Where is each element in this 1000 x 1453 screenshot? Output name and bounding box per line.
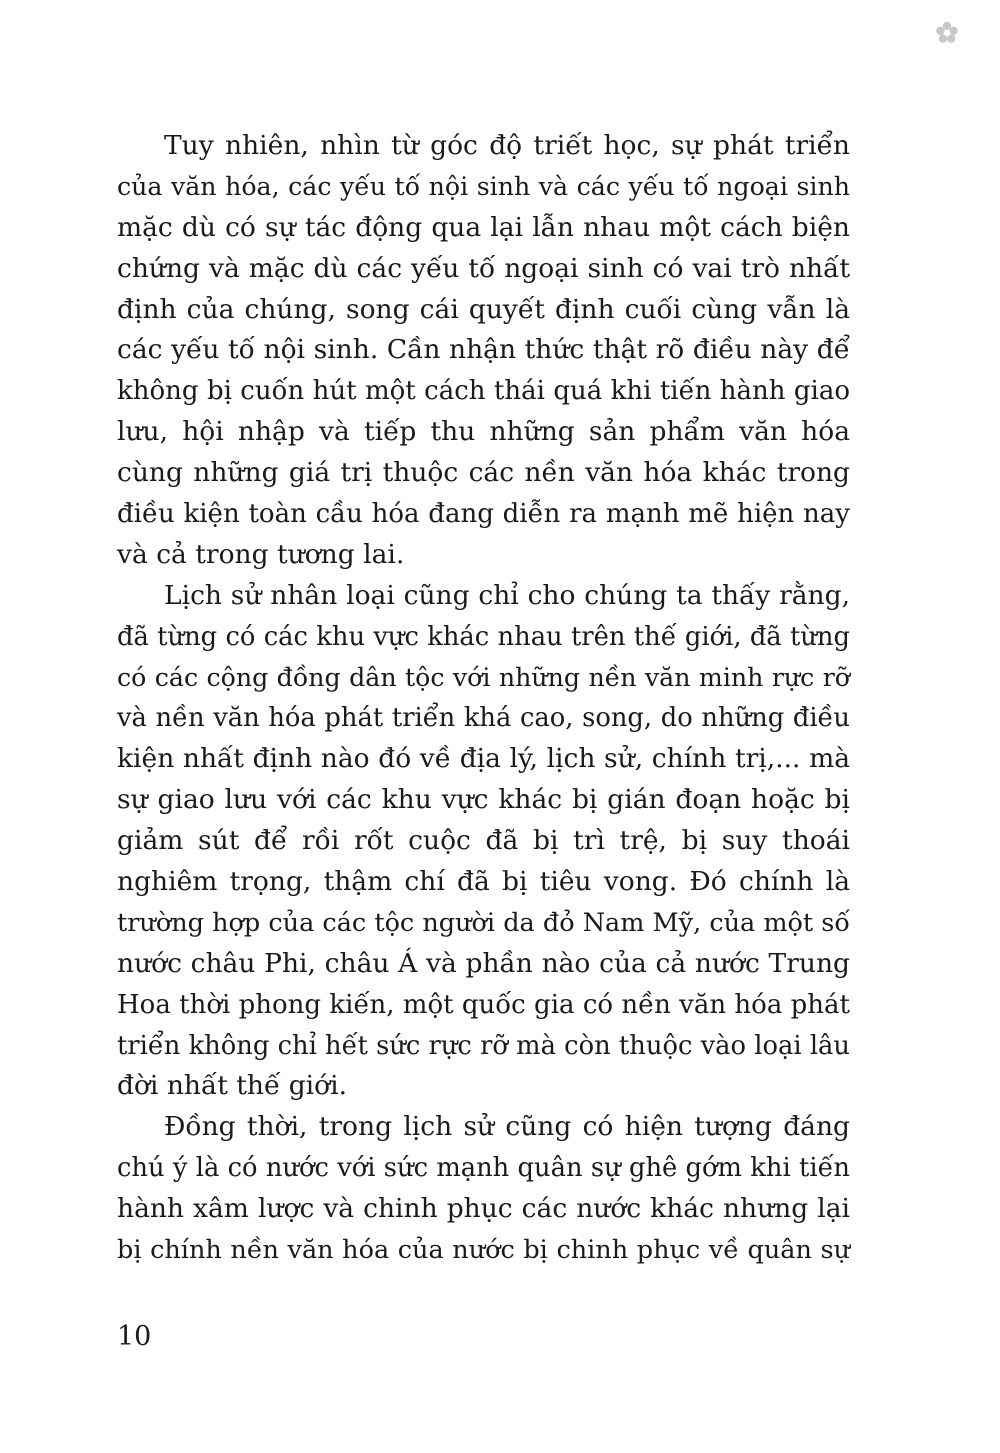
- page-body: [117, 126, 850, 1271]
- text-line: kiện nhất định nào đó về địa lý, lịch sử, chính trị,... mà: [117, 743, 850, 775]
- text-line: Tuy nhiên, nhìn từ góc độ triết học, sự phát triển: [164, 130, 850, 161]
- text-line: đời nhất thế giới.: [117, 1070, 347, 1102]
- text-line: triển không chỉ hết sức rực rỡ mà còn thuộc vào loại lâu: [117, 1030, 850, 1061]
- text-line: giảm sút để rồi rốt cuộc đã bị trì trệ, bị suy thoái: [117, 825, 850, 857]
- text-line: nghiêm trọng, thậm chí đã bị tiêu vong. Đó chính là: [117, 866, 850, 898]
- text-line: các yếu tố nội sinh. Cần nhận thức thật rõ điều này để: [117, 334, 850, 366]
- text-line: mặc dù có sự tác động qua lại lẫn nhau một cách biện: [117, 211, 850, 243]
- text-line: và nền văn hóa phát triển khá cao, song, do những điều: [117, 703, 850, 734]
- text-line: trường hợp của các tộc người da đỏ Nam Mỹ, của một số: [117, 907, 850, 938]
- text-line: Lịch sử nhân loại cũng chỉ cho chúng ta thấy rằng,: [164, 579, 850, 611]
- paragraph-2: [117, 576, 850, 1108]
- paragraph-1: [117, 126, 850, 576]
- text-line: Đồng thời, trong lịch sử cũng có hiện tượng đáng: [164, 1111, 850, 1143]
- text-line: bị chính nền văn hóa của nước bị chinh phục về quân sự: [117, 1235, 850, 1266]
- text-line: đã từng có các khu vực khác nhau trên thế giới, đã từng: [117, 621, 850, 652]
- text-line: Hoa thời phong kiến, một quốc gia có nền văn hóa phát: [117, 989, 850, 1020]
- text-line: có các cộng đồng dân tộc với những nền văn minh rực rỡ: [117, 662, 850, 692]
- text-line: hành xâm lược và chinh phục các nước khác nhưng lại: [117, 1193, 850, 1225]
- text-line: chứng và mặc dù các yếu tố ngoại sinh có vai trò nhất: [117, 252, 850, 284]
- text-line: chú ý là có nước với sức mạnh quân sự ghê gớm khi tiến: [117, 1153, 850, 1184]
- text-line: nước châu Phi, châu Á và phần nào của cả nước Trung: [117, 947, 850, 979]
- text-line: sự giao lưu với các khu vực khác bị gián đoạn hoặc bị: [117, 784, 850, 816]
- paragraph-3: [117, 1107, 850, 1271]
- text-line: lưu, hội nhập và tiếp thu những sản phẩm văn hóa: [117, 416, 850, 448]
- flower-ornament-icon: [934, 20, 960, 46]
- text-line: của văn hóa, các yếu tố nội sinh và các yếu tố ngoại sinh: [117, 171, 850, 201]
- text-line: điều kiện toàn cầu hóa đang diễn ra mạnh mẽ hiện nay: [117, 499, 850, 530]
- page-number: 10: [117, 1321, 152, 1352]
- text-line: định của chúng, song cái quyết định cuối cùng vẫn là: [117, 293, 850, 325]
- text-line: không bị cuốn hút một cách thái quá khi tiến hành giao: [117, 376, 850, 407]
- text-line: cùng những giá trị thuộc các nền văn hóa khác trong: [117, 457, 850, 489]
- text-line: và cả trong tương lai.: [117, 538, 405, 570]
